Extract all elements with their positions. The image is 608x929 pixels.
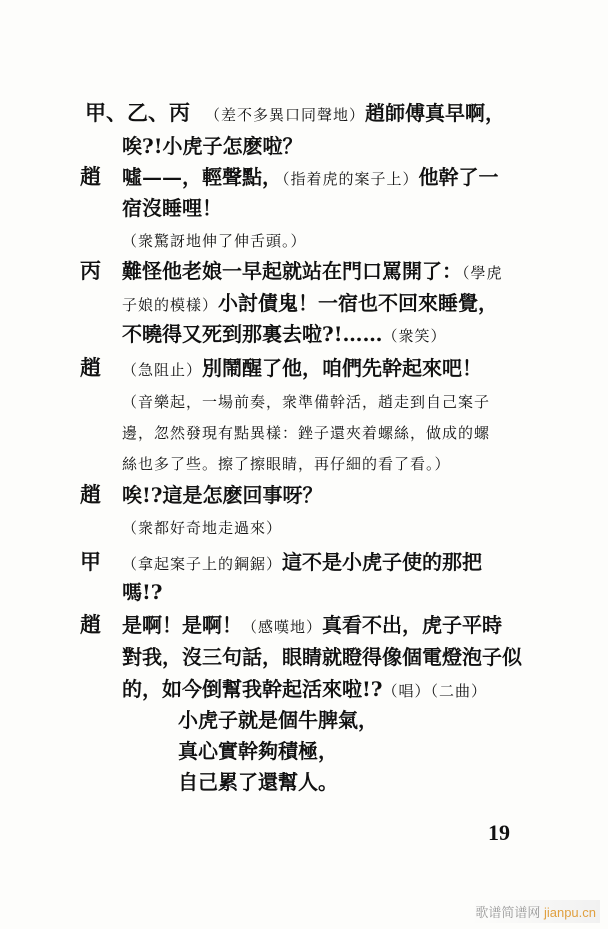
dialogue-text: 小虎子就是個牛脾氣， — [178, 708, 378, 732]
stage-direction: （差不多異口同聲地） — [205, 106, 366, 124]
watermark-cn: 歌谱简谱网 — [475, 905, 541, 920]
dialogue-text: 難怪他老娘一早起就站在門口罵開了： — [122, 259, 462, 283]
dialogue-text: 噓——，輕聲點， — [122, 165, 282, 189]
stage-direction: （衆笑） — [382, 327, 447, 345]
dialogue-text: 是啊！是啊！ — [122, 613, 242, 637]
stage-direction: （唱）（二曲） — [382, 682, 488, 700]
text-line — [122, 514, 282, 540]
watermark-en: jianpu.cn — [543, 905, 596, 920]
text-line — [122, 677, 487, 703]
dialogue-text: 真看不出，虎子平時 — [322, 613, 503, 637]
dialogue-text: 不曉得又死到那裏去啦?!…… — [122, 322, 383, 346]
dialogue-text: 自己累了還幫人。 — [178, 770, 338, 794]
speaker-label: 甲、乙、丙 — [85, 100, 190, 125]
text-line — [122, 356, 482, 382]
text-line — [122, 322, 447, 348]
text-line — [122, 580, 163, 604]
dialogue-text: 唉!?這是怎麽回事呀？ — [122, 483, 323, 507]
dialogue-text: 宿沒睡哩！ — [122, 196, 222, 220]
dialogue-text: 這不是小虎子使的那把 — [282, 550, 483, 574]
dialogue-text: 嗎!? — [122, 580, 163, 604]
dialogue-text: 真心實幹夠積極， — [178, 739, 338, 763]
stage-direction: （急阻止） — [122, 361, 203, 379]
speaker-label: 趙 — [80, 482, 101, 507]
text-line — [178, 739, 338, 763]
text-line — [122, 645, 522, 669]
text-line — [122, 450, 451, 476]
text-line — [122, 550, 482, 576]
speaker-label: 丙 — [80, 258, 101, 283]
text-line — [122, 259, 503, 285]
text-line — [178, 708, 378, 732]
text-line — [122, 291, 498, 317]
page-number: 19 — [488, 820, 510, 845]
dialogue-text: 趙師傅真早啊， — [365, 101, 506, 125]
stage-direction: （拿起案子上的鋼鋸） — [122, 555, 283, 573]
dialogue-text: 的，如今倒幫我幹起活來啦!? — [122, 677, 383, 701]
dialogue-text: 小討債鬼！一宿也不回來睡覺， — [218, 291, 499, 315]
text-line — [122, 419, 490, 445]
speaker-label: 趙 — [80, 355, 101, 380]
text-line — [122, 388, 490, 414]
stage-direction: （學虎 — [462, 264, 503, 282]
text-line — [122, 613, 502, 639]
stage-direction: 絲也多了些。擦了擦眼睛，再仔細的看了看。） — [122, 455, 451, 473]
dialogue-text: 唉?!小虎子怎麽啦？ — [122, 134, 303, 158]
text-line — [122, 196, 222, 220]
stage-direction: （音樂起，一場前奏，衆準備幹活，趙走到自己案子 — [122, 393, 491, 411]
stage-direction: （衆都好奇地走過來） — [122, 519, 283, 537]
stage-direction: （指着虎的案子上） — [282, 170, 419, 188]
text-line — [122, 227, 307, 253]
text-line — [122, 134, 303, 158]
watermark — [471, 900, 600, 923]
speaker-label: 趙 — [80, 164, 101, 189]
text-line — [122, 165, 499, 191]
dialogue-text: 他幹了一 — [418, 165, 499, 189]
stage-direction: （感嘆地） — [242, 618, 323, 636]
stage-direction: （衆驚訝地伸了伸舌頭。） — [122, 232, 307, 250]
text-line — [205, 101, 505, 127]
text-line — [122, 483, 323, 507]
speaker-label: 甲 — [80, 549, 101, 574]
dialogue-text: 別鬧醒了他，咱們先幹起來吧！ — [202, 356, 483, 380]
dialogue-text: 對我，沒三句話，眼睛就瞪得像個電燈泡子似 — [122, 645, 522, 669]
stage-direction: 子娘的模樣） — [122, 296, 219, 314]
text-line — [178, 770, 338, 794]
speaker-label: 趙 — [80, 612, 101, 637]
stage-direction: 邊，忽然發現有點異樣：銼子還夾着螺絲，做成的螺 — [122, 424, 491, 442]
